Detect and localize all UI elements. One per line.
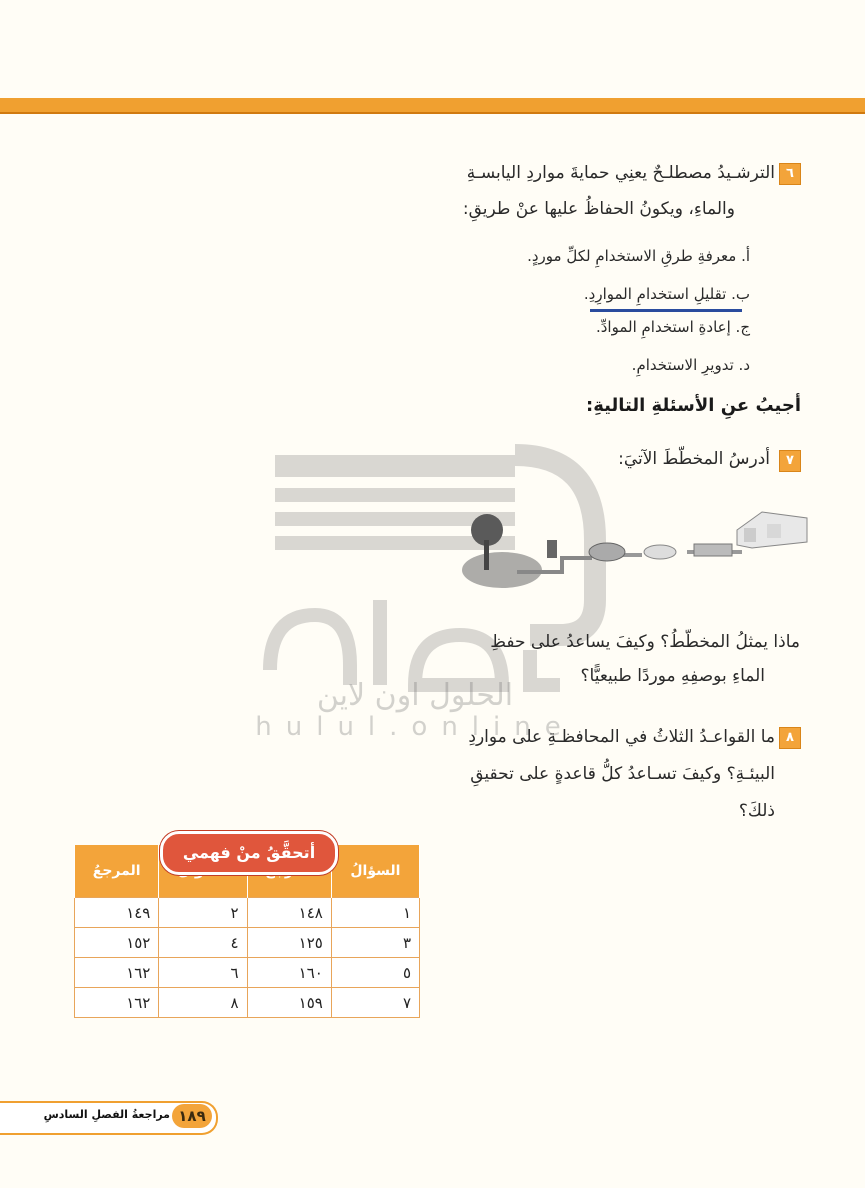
q8-line-2: البيئـةِ؟ وكيفَ تسـاعدُ كلُّ قاعدةٍ على تحقيقِ <box>470 764 775 784</box>
table-cell: ٨ <box>159 988 247 1018</box>
table-cell: ١٥٩ <box>247 988 331 1018</box>
q6-line-1: الترشـيدُ مصطلـحٌ يعنِي حمايةَ مواردِ اليابسـةِ <box>466 163 775 183</box>
question-number-8: ٨ <box>779 727 801 749</box>
table-cell: ١٦٢ <box>75 988 159 1018</box>
check-understanding-badge: أتحقَّقُ منْ فهمي <box>160 831 338 875</box>
table-cell: ٤ <box>159 928 247 958</box>
q6-option-a: أ. معرفةِ طرقِ الاستخدامِ لكلِّ موردٍ. <box>527 247 750 265</box>
q6-option-d: د. تدويرِ الاستخدامِ. <box>631 356 750 374</box>
table-cell: ١٥٢ <box>75 928 159 958</box>
q8-line-1: ما القواعـدُ الثلاثُ في المحافظـةِ على مواردِ <box>468 727 775 747</box>
table-header-cell: المرجعُ <box>75 845 159 898</box>
table-cell: ١٢٥ <box>247 928 331 958</box>
q6-line-2: والماءِ، ويكونُ الحفاظُ عليها عنْ طريقِ: <box>462 199 735 219</box>
q7-prompt: أدرسُ المخطّطَ الآتيَ: <box>618 449 770 469</box>
page-number: ١٨٩ <box>172 1104 212 1128</box>
q7-line-1: ماذا يمثلُ المخطّطُ؟ وكيفَ يساعدُ على حفظِ <box>490 632 800 652</box>
header-bar <box>0 98 865 114</box>
table-cell: ٧ <box>331 988 419 1018</box>
table-cell: ١٦٠ <box>247 958 331 988</box>
table-row <box>75 988 420 1018</box>
watermark-arabic: الحلول اون لاين <box>316 678 514 713</box>
q6-option-b: ب. تقليلِ استخدامِ الموارِدِ. <box>583 285 750 303</box>
table-cell: ٢ <box>159 898 247 928</box>
table-row <box>75 928 420 958</box>
chapter-title: مراجعةُ الفصلِ السادسِ <box>43 1108 170 1121</box>
table-row <box>75 898 420 928</box>
section-title: أجيبُ عنِ الأسئلةِ التاليةِ: <box>586 395 801 416</box>
q7-line-2: الماءِ بوصفِهِ موردًا طبيعيًّا؟ <box>580 666 765 686</box>
question-number-6: ٦ <box>779 163 801 185</box>
table-cell: ٣ <box>331 928 419 958</box>
watermark-latin: hulul.online <box>255 712 575 742</box>
answer-underline <box>590 309 742 312</box>
table-row <box>75 958 420 988</box>
question-number-7: ٧ <box>779 450 801 472</box>
water-cycle-diagram <box>462 500 812 590</box>
table-cell: ١٤٩ <box>75 898 159 928</box>
table-cell: ١٦٢ <box>75 958 159 988</box>
q6-option-c: ج. إعادةِ استخدامِ الموادِّ. <box>595 318 750 336</box>
table-cell: ١ <box>331 898 419 928</box>
table-cell: ٥ <box>331 958 419 988</box>
table-header-cell: السؤالُ <box>331 845 419 898</box>
q8-line-3: ذلكَ؟ <box>738 801 775 821</box>
table-cell: ٦ <box>159 958 247 988</box>
table-cell: ١٤٨ <box>247 898 331 928</box>
